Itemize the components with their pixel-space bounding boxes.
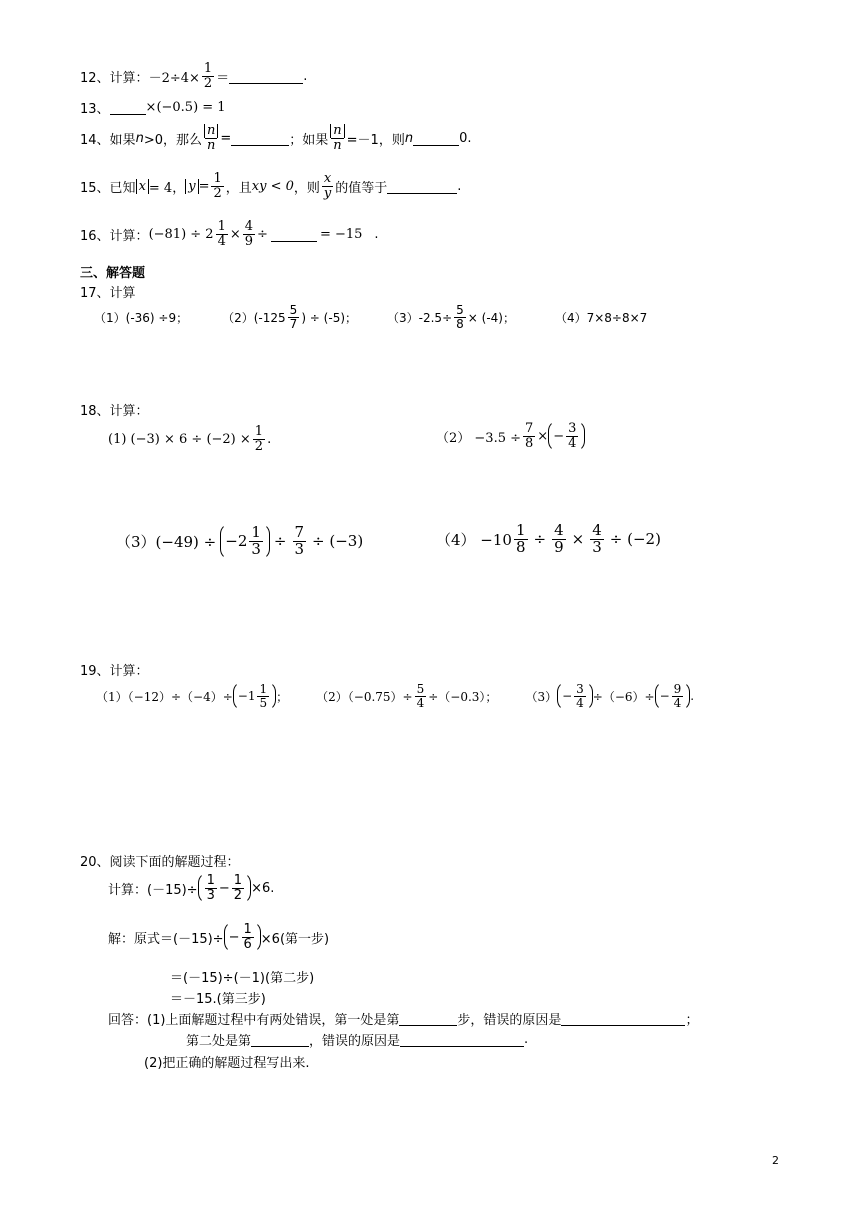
fraction: $\frac{1}{3}$ (251, 523, 261, 558)
part-2-start: （2）(-125 (222, 310, 286, 325)
mixed-whole: −1 (237, 689, 256, 704)
expression: (1) (−3) × 6 ÷ (−2) × (108, 431, 251, 447)
question-number: 15、 (80, 180, 110, 196)
question-number: 12、 (80, 70, 110, 86)
parenthesis-group (655, 681, 691, 711)
question-18-part-2 (436, 420, 585, 452)
question-number: 20、 (80, 855, 110, 870)
answer-blank[interactable] (231, 131, 289, 146)
part-1: （1）(-36) ÷9； (94, 310, 189, 325)
q20-step-3: ＝－15.(第三步) (170, 992, 266, 1007)
answer-blank[interactable] (387, 179, 457, 194)
abs-x: x (136, 179, 149, 194)
fraction: $\frac{1}{2}$ (213, 171, 222, 201)
variable-n: n (135, 130, 144, 146)
answer-text: 回答：(1)上面解题过程中有两处错误，第一处是第 (108, 1013, 400, 1028)
parenthesis-group (224, 921, 261, 953)
part-2-end: ) ÷ (-5)； (301, 310, 358, 325)
expression: （3）(−49) ÷ (116, 532, 217, 551)
calc-end: ×6. (251, 880, 275, 896)
question-label: 计算 (109, 286, 136, 301)
fraction: $\frac{1}{5}$ (259, 682, 268, 710)
expression: ÷ (−2) (609, 530, 661, 549)
question-18 (80, 400, 149, 419)
fraction: $\frac{1}{2}$ (203, 61, 213, 91)
question-number: 17、 (80, 286, 110, 301)
part-4: （4）7×8÷8×7 (554, 310, 648, 325)
operator: ÷ (257, 226, 268, 242)
question-15 (80, 172, 461, 200)
solution-end: ×6(第一步) (260, 931, 330, 947)
question-18-part-1 (108, 425, 271, 453)
answer-blank[interactable] (251, 1032, 309, 1047)
expression: (−81) ÷ 2 (148, 226, 214, 242)
question-number: 19、 (80, 664, 110, 679)
text: 的值等于 (335, 180, 388, 196)
punctuation: ； (685, 1013, 699, 1028)
fraction: $\frac{5}{8}$ (456, 303, 464, 331)
answer-blank[interactable] (400, 1032, 524, 1047)
expression: （2） −3.5 ÷ (436, 430, 521, 446)
part-3-mid: ÷（−6）÷ (592, 689, 655, 704)
fraction: $\frac{3}{4}$ (576, 682, 584, 710)
question-label: 计算： (109, 228, 149, 244)
solution-start: 解：原式＝(－15)÷ (108, 931, 224, 947)
question-19 (80, 660, 149, 679)
question-14 (80, 124, 471, 152)
operator: ÷ (533, 530, 547, 549)
text: 已知 (109, 180, 136, 196)
answer-blank[interactable] (561, 1011, 685, 1026)
question-number: 18、 (80, 404, 110, 419)
part-1-end: ； (276, 689, 289, 704)
page-number: 2 (772, 1154, 779, 1167)
question-19-parts (96, 681, 694, 711)
parenthesis-group (557, 681, 593, 711)
expression: （4） −10 (436, 530, 512, 549)
fraction: $\frac{1}{6}$ (243, 922, 252, 952)
mixed-whole: −2 (225, 532, 248, 551)
question-number: 16、 (80, 228, 110, 244)
minus-sign: − (562, 689, 573, 704)
answer-blank[interactable] (399, 1011, 457, 1026)
fraction: $\frac{1}{3}$ (206, 873, 215, 903)
operator: × (537, 428, 549, 444)
question-18-part-4 (436, 523, 661, 556)
fraction-abs-n-over-n: $\frac{n}{n}$ (330, 124, 344, 152)
fraction: $\frac{7}{3}$ (294, 523, 305, 558)
answer-text: 步，错误的原因是 (457, 1013, 562, 1028)
parenthesis-group (233, 681, 276, 711)
period: . (374, 226, 379, 242)
question-12 (80, 62, 307, 90)
fraction: $\frac{9}{4}$ (673, 682, 682, 710)
minus-sign: − (228, 929, 240, 945)
minus-sign: − (218, 880, 230, 896)
operator: ÷ (273, 532, 287, 551)
question-label: 计算： (109, 404, 149, 419)
text: 0. (459, 130, 472, 146)
part-2-end: ÷（−0.3）； (428, 689, 498, 704)
period: . (457, 178, 462, 194)
question-18-part-3 (116, 523, 363, 560)
q20-answer-2 (186, 1030, 528, 1049)
part-3-end: × (-4)； (467, 310, 515, 325)
parenthesis-group (548, 420, 585, 452)
equals-sign: ＝ (216, 70, 230, 86)
minus-sign: − (553, 428, 565, 444)
part-3-end: . (690, 689, 695, 704)
calc-start: 计算：(－15)÷ (108, 882, 198, 898)
question-number: 13、 (80, 102, 110, 117)
equation: = (198, 178, 210, 194)
fraction: $\frac{4}{3}$ (592, 521, 602, 556)
parenthesis-group (220, 523, 270, 560)
minus-sign: − (659, 689, 670, 704)
variable-n: n (404, 130, 414, 146)
fraction: $\frac{5}{7}$ (289, 303, 298, 331)
question-17-parts (94, 304, 647, 330)
question-13 (80, 98, 226, 117)
fraction: $\frac{4}{9}$ (244, 219, 254, 249)
operator: × (571, 530, 585, 549)
abs-y: y (185, 179, 198, 194)
answer-blank[interactable] (229, 69, 303, 84)
part-1-start: （1）（−12）÷（−4）÷ (96, 689, 233, 704)
fraction: $\frac{3}{4}$ (568, 421, 577, 451)
text: ，则 (293, 180, 320, 196)
question-20 (80, 851, 240, 870)
parenthesis-group (198, 872, 251, 904)
text: =－1，则 (346, 132, 405, 148)
question-label: 计算： (109, 70, 149, 86)
q20-step-2: ＝(－15)÷(－1)(第二步) (170, 971, 315, 986)
answer-blank[interactable] (413, 131, 459, 146)
period: . (267, 431, 272, 447)
question-number: 14、 (80, 132, 110, 148)
q20-calculation (108, 872, 274, 904)
equation: = 4， (148, 180, 186, 196)
section-title: 三、解答题 (80, 266, 146, 281)
fraction-abs-n-over-n: $\frac{n}{n}$ (204, 124, 218, 152)
q20-answer-1 (108, 1009, 698, 1028)
operator: × (229, 226, 241, 242)
fraction: $\frac{1}{2}$ (233, 873, 243, 903)
fraction: $\frac{1}{8}$ (515, 521, 526, 556)
answer-text: ，错误的原因是 (309, 1034, 401, 1049)
fraction: $\frac{7}{8}$ (525, 421, 534, 451)
fraction: $\frac{5}{4}$ (416, 682, 425, 710)
q20-answer-3: (2)把正确的解题过程写出来. (144, 1056, 310, 1071)
answer-text: 第二处是第 (186, 1034, 252, 1049)
fraction: $\frac{1}{4}$ (217, 219, 226, 249)
question-label: 计算： (109, 664, 149, 679)
answer-blank[interactable] (110, 100, 146, 115)
q20-solution (108, 921, 329, 953)
expression: ×(−0.5) = 1 (145, 100, 226, 115)
question-16 (80, 220, 379, 248)
expression: －2÷4× (148, 70, 200, 86)
expression: ÷ (−3) (312, 532, 364, 551)
equation: = −15 (319, 226, 363, 242)
intro-text: 阅读下面的解题过程： (109, 855, 240, 870)
text: 如果 (109, 132, 136, 148)
part-3-start: （3） (525, 689, 558, 704)
text: ，且 (225, 180, 252, 196)
answer-blank[interactable] (271, 227, 317, 242)
punctuation: . (524, 1032, 529, 1047)
inequality: xy < 0 (251, 178, 294, 194)
text: ；如果 (289, 132, 329, 148)
part-3-start: （3）-2.5÷ (387, 310, 453, 325)
text: >0，那么 (143, 132, 202, 148)
part-2-start: （2）（−0.75）÷ (316, 689, 413, 704)
equals-sign: = (220, 130, 232, 146)
fraction-x-over-y: $\frac{x}{y}$ (323, 171, 332, 201)
fraction: $\frac{4}{9}$ (554, 521, 564, 556)
period: . (303, 68, 308, 84)
fraction: $\frac{1}{2}$ (254, 424, 264, 454)
question-17 (80, 282, 136, 301)
